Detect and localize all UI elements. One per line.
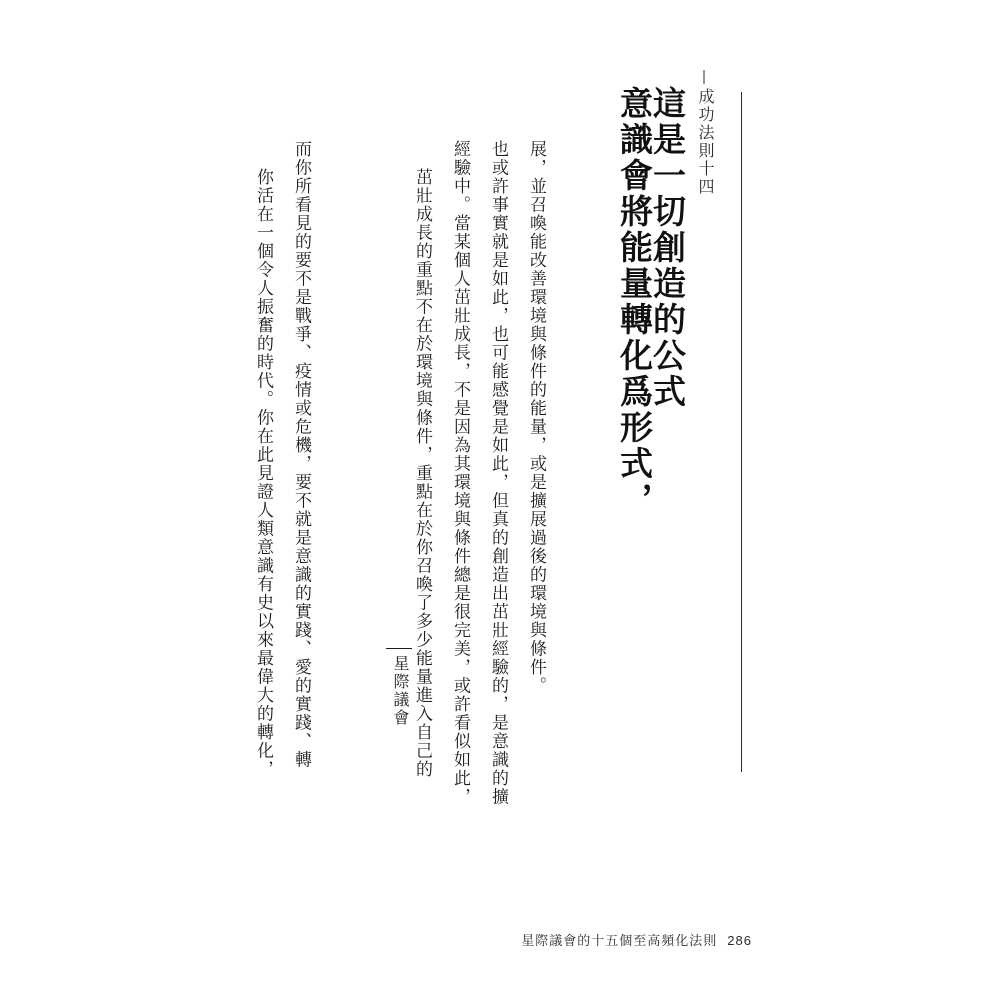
second-passage bbox=[234, 140, 310, 779]
title-line-2: 這是一切創造的公式 bbox=[648, 86, 684, 410]
body-column: 展，並召喚能改善環境與條件的能量，或是擴展過後的環境與條件。 bbox=[527, 140, 546, 695]
body-column: 也或許事實就是如此，也可能感覺是如此，但真的創造出茁壯經驗的，是意識的擴 bbox=[489, 140, 508, 806]
body-paragraph bbox=[393, 140, 545, 806]
footer-page-number: 286 bbox=[727, 933, 752, 948]
page-title bbox=[598, 86, 682, 518]
body-column: 茁壯成長的重點不在於環境與條件，重點在於你召喚了多少能量進入自己的 bbox=[413, 168, 432, 779]
vertical-divider bbox=[741, 92, 742, 772]
running-head-rule bbox=[704, 70, 705, 84]
body-column: 經驗中。當某個人茁壯成長，不是因為其環境與條件總是很完美，或許看似如此， bbox=[451, 140, 470, 806]
title-line-1: 意識會將能量轉化爲形式， bbox=[615, 86, 651, 518]
running-head bbox=[696, 88, 712, 196]
footer-book-title: 星際議會的十五個至高頻化法則 bbox=[521, 933, 718, 948]
page-footer bbox=[521, 930, 752, 949]
attribution bbox=[386, 648, 412, 727]
body-column: 而你所看見的要不是戰爭、疫情或危機，要不就是意識的實踐、愛的實踐、轉 bbox=[292, 140, 311, 769]
attribution-dash bbox=[386, 648, 412, 649]
attribution-label: 星際議會 bbox=[391, 655, 408, 727]
running-head-label: 成功法則十四 bbox=[696, 88, 713, 196]
body-column: 你活在一個令人振奮的時代。你在此見證人類意識有史以來最偉大的轉化， bbox=[254, 168, 273, 779]
